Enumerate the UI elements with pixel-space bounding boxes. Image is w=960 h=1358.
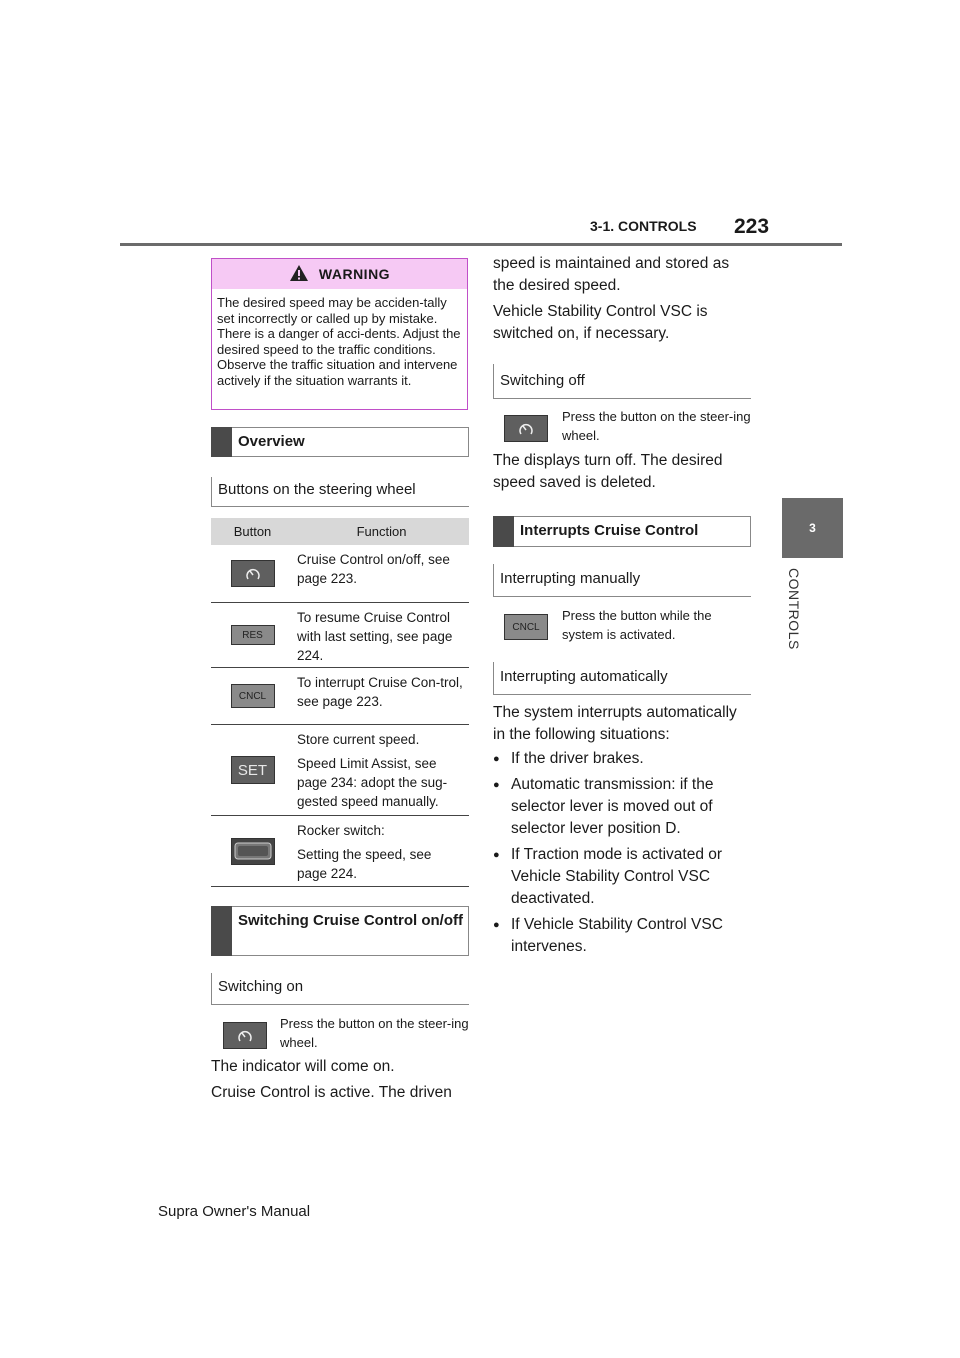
- switching-heading: [211, 906, 469, 956]
- cruise-control-button-icon: [231, 560, 275, 587]
- buttons-subheading: Buttons on the steering wheel: [211, 477, 469, 507]
- row-function-text: To interrupt Cruise Con-trol, see page 223.: [297, 675, 463, 709]
- footer-manual-title: Supra Owner's Manual: [158, 1203, 311, 1220]
- section-title: 3-1. CONTROLS: [590, 218, 697, 234]
- row-function-text: Setting the speed, see page 224.: [297, 847, 432, 881]
- switching-title: Switching Cruise Control on/off: [238, 912, 463, 929]
- column-function: Function: [356, 524, 407, 539]
- cruise-control-button-icon: [223, 1022, 267, 1049]
- row-function-text: Rocker switch:: [297, 823, 385, 838]
- warning-title: WARNING: [318, 266, 391, 282]
- table-row: [211, 545, 469, 603]
- interrupts-title: Interrupts Cruise Control: [520, 522, 699, 539]
- interrupting-manually-instruction: Press the button while the system is activated.: [562, 608, 712, 642]
- cruise-active-text-part1: Cruise Control is active. The driven: [211, 1084, 452, 1101]
- interrupting-automatically-subheading: Interrupting automatically: [493, 662, 751, 695]
- table-row: [211, 668, 469, 725]
- header-rule: [120, 243, 842, 246]
- set-button-icon: SET: [231, 756, 275, 784]
- chapter-label: CONTROLS: [786, 568, 802, 650]
- switching-off-instruction: Press the button on the steer-ing wheel.: [562, 409, 751, 443]
- table-row: [211, 816, 469, 887]
- column-button: Button: [233, 524, 272, 539]
- switching-off-text: The displays turn off. The desired speed saved is deleted.: [493, 452, 723, 491]
- table-row: [211, 603, 469, 668]
- overview-title: Overview: [238, 433, 305, 450]
- interrupt-situations-list: [493, 748, 755, 962]
- warning-text: The desired speed may be acciden-tally set incorrectly or called up by mistake. There is a danger of acci-dents. Adjust the desired speed to the traffic conditions. Observe the traffic situation and intervene actively if the situation warrants it.: [217, 295, 461, 388]
- row-function-text: Cruise Control on/off, see page 223.: [297, 552, 450, 586]
- list-item: ● If the driver brakes.: [493, 748, 755, 770]
- rocker-switch-icon: [231, 838, 275, 865]
- cruise-active-text-part2: speed is maintained and stored as the desired speed.: [493, 255, 730, 294]
- row-function-text: Speed Limit Assist, see page 234: adopt the sug-gested speed manually.: [297, 756, 448, 809]
- vsc-text: Vehicle Stability Control VSC is switched on, if necessary.: [493, 303, 708, 342]
- page-number: 223: [734, 215, 770, 238]
- row-function-text: To resume Cruise Control with last setting, see page 224.: [297, 610, 453, 663]
- switching-on-text: The indicator will come on.: [211, 1058, 395, 1075]
- warning-box: [211, 258, 468, 410]
- switching-off-subheading: Switching off: [493, 364, 751, 399]
- list-item: ● If Traction mode is activated or Vehicle Stability Control VSC deactivated.: [493, 844, 755, 910]
- overview-heading: [211, 427, 469, 457]
- chapter-number: 3: [809, 521, 816, 535]
- res-button-icon: RES: [231, 625, 275, 645]
- interrupting-automatically-intro: The system interrupts automatically in the following situations:: [493, 704, 737, 743]
- interrupts-heading: [493, 516, 751, 547]
- switching-on-subheading: Switching on: [211, 973, 469, 1005]
- switching-on-instruction: Press the button on the steer-ing wheel.: [280, 1016, 469, 1050]
- interrupting-manually-subheading: Interrupting manually: [493, 564, 751, 597]
- chapter-tab: [782, 498, 843, 558]
- warning-header: [212, 259, 467, 289]
- cruise-control-button-icon: [504, 415, 548, 442]
- cncl-button-icon: CNCL: [231, 684, 275, 708]
- row-function-text: Store current speed.: [297, 732, 420, 747]
- warning-triangle-icon: [289, 264, 309, 285]
- table-header: [211, 518, 469, 545]
- cncl-button-icon: CNCL: [504, 614, 548, 640]
- table-row: [211, 725, 469, 816]
- list-item: ● Automatic transmission: if the selector lever is moved out of selector lever position D.: [493, 774, 755, 840]
- list-item: ● If Vehicle Stability Control VSC intervenes.: [493, 914, 755, 958]
- buttons-table: [211, 518, 469, 887]
